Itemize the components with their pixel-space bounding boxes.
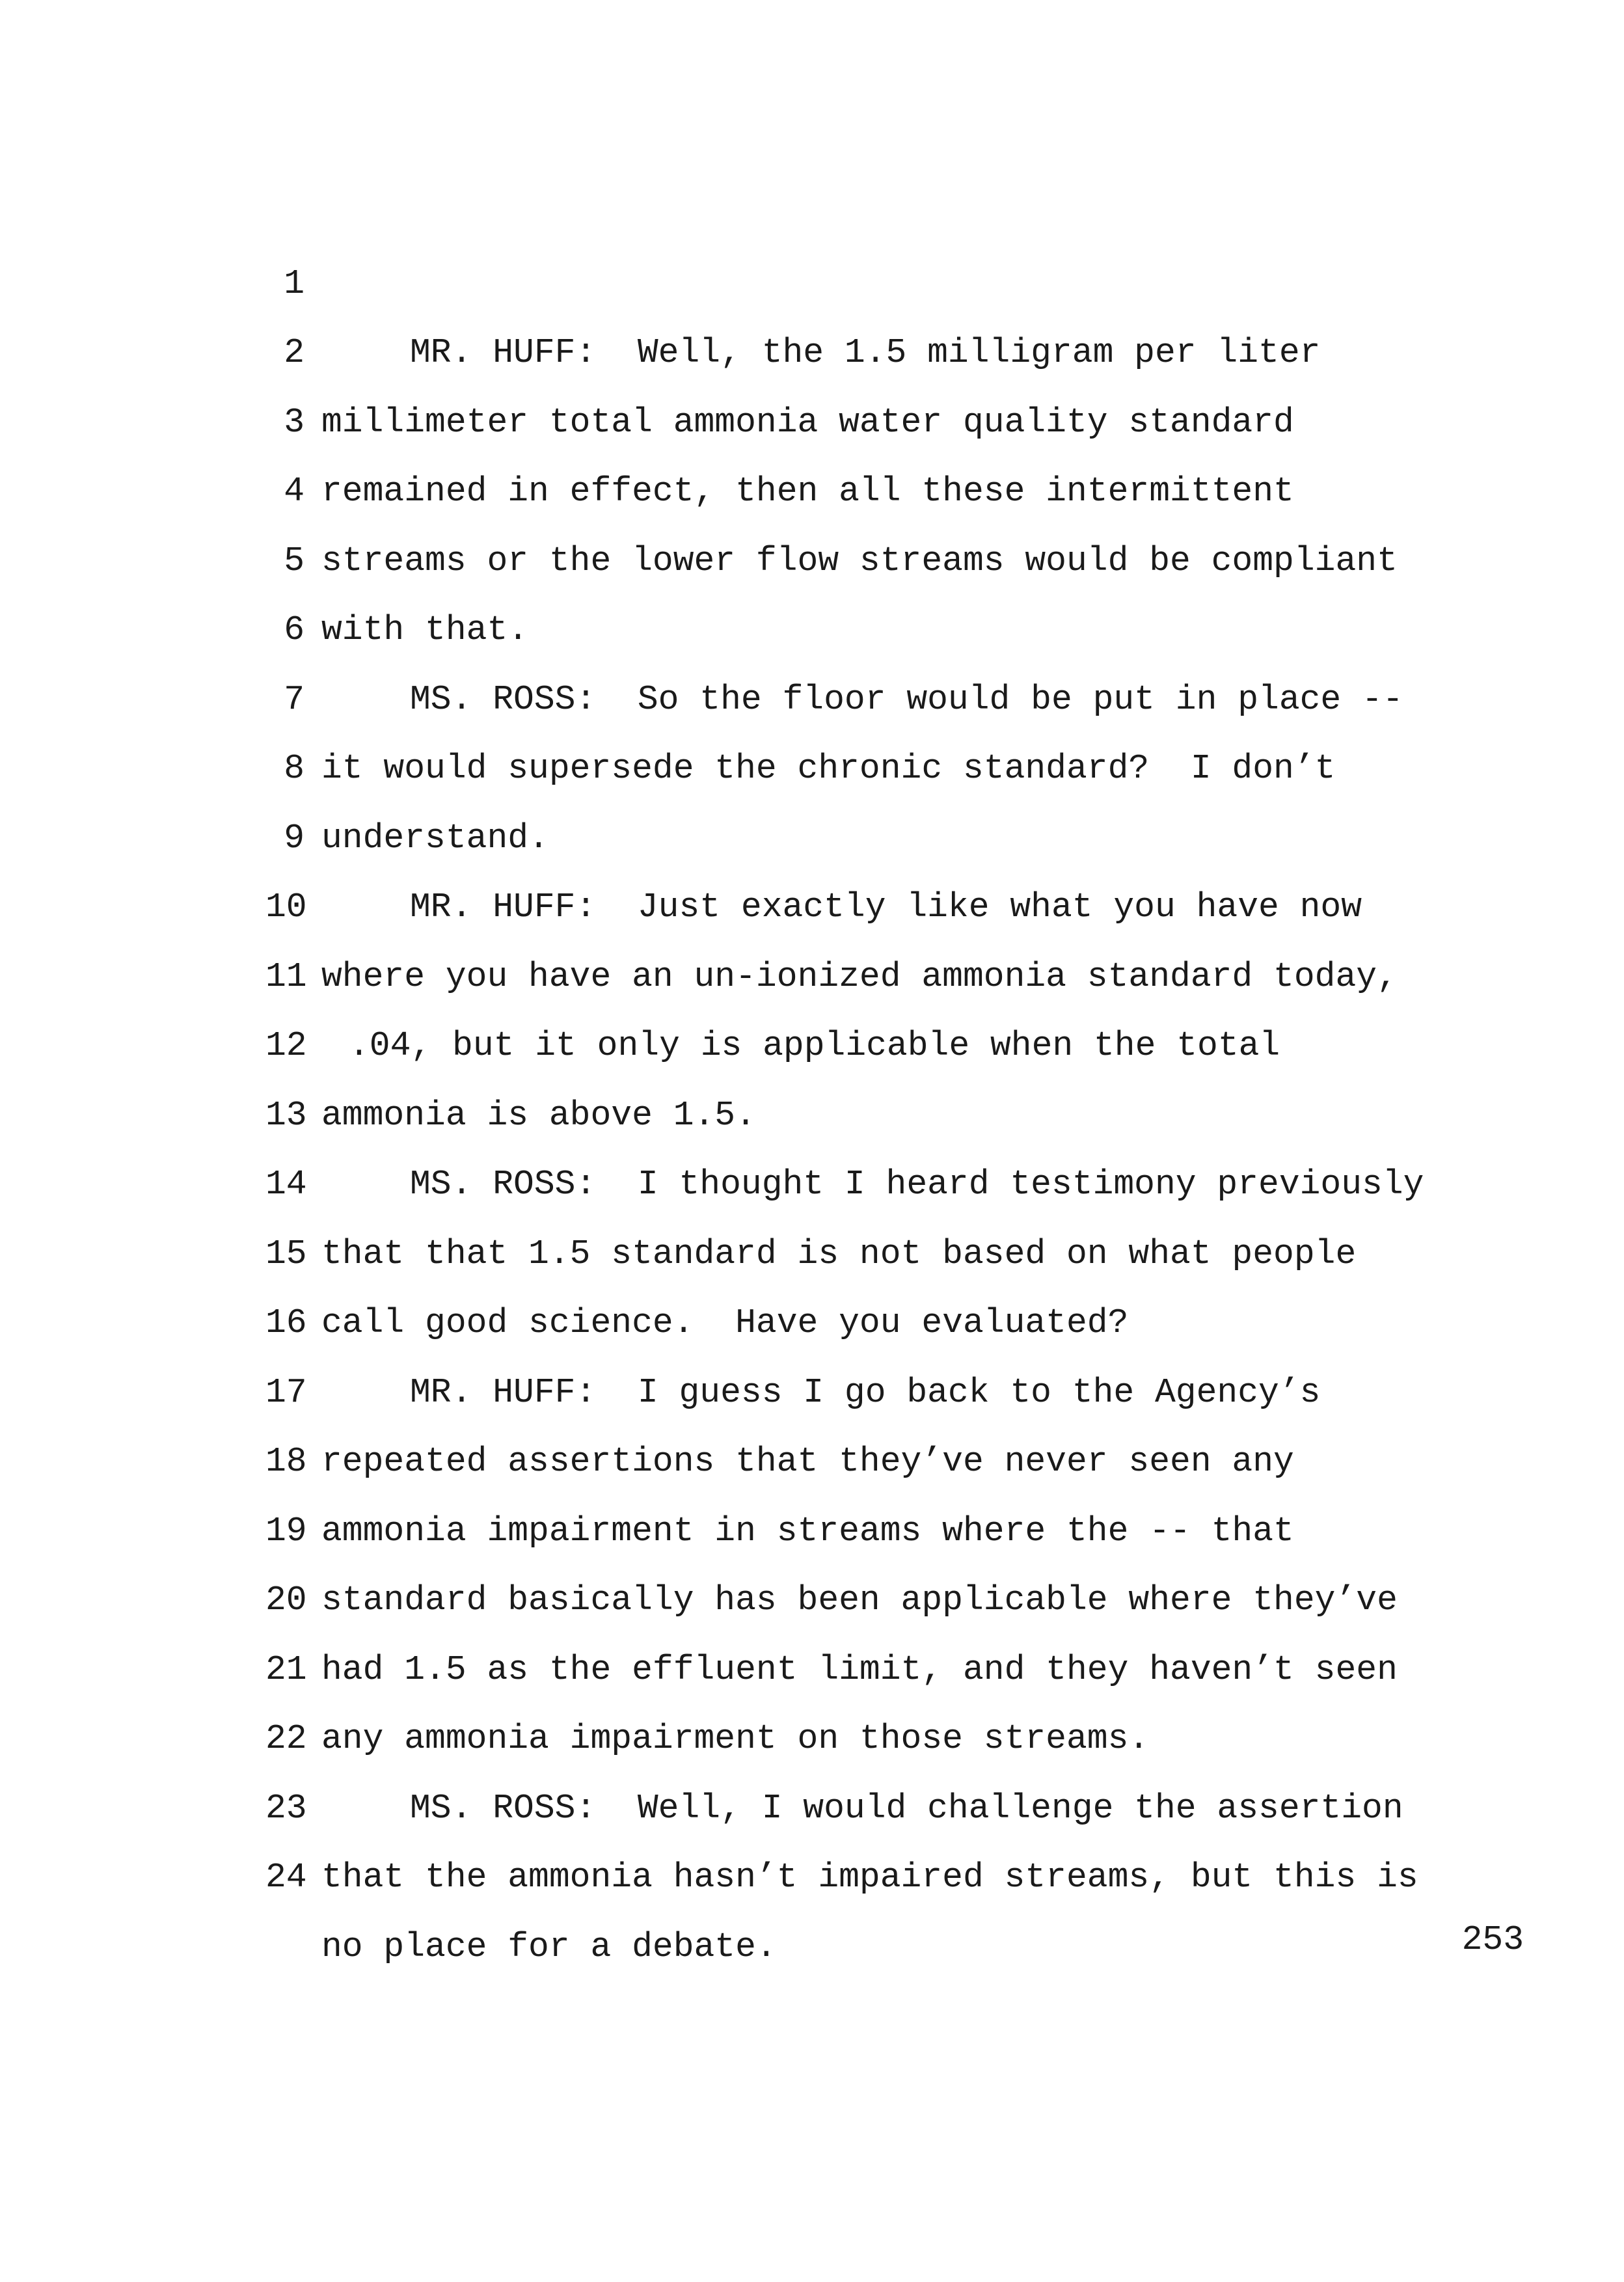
line-text: had 1.5 as the effluent limit, and they haven’t seen (321, 1650, 1398, 1689)
line-text: that the ammonia hasn’t impaired streams, but this is (321, 1858, 1418, 1897)
line-number: 18 (265, 1442, 307, 1481)
line-text: repeated assertions that they’ve never seen any (321, 1442, 1294, 1481)
line-text: MR. HUFF: Just exactly like what you have now (410, 888, 1362, 927)
line-number: 11 (265, 957, 307, 996)
line-number: 1 (284, 264, 304, 303)
transcript-line (265, 180, 1567, 372)
line-number: 7 (284, 679, 304, 719)
line-text: call good science. Have you evaluated? (321, 1303, 1129, 1342)
line-number: 23 (265, 1788, 307, 1828)
line-number: 20 (265, 1581, 307, 1620)
line-text: standard basically has been applicable where they’ve (321, 1581, 1398, 1620)
line-number: 21 (265, 1650, 307, 1689)
line-number: 9 (284, 818, 304, 858)
line-text: that that 1.5 standard is not based on what people (321, 1234, 1357, 1273)
line-number: 16 (265, 1303, 307, 1342)
line-number: 19 (265, 1511, 307, 1551)
line-text: remained in effect, then all these intermittent (321, 472, 1294, 511)
line-text: millimeter total ammonia water quality standard (321, 402, 1294, 442)
line-text: MS. ROSS: So the floor would be put in place -- (410, 679, 1403, 719)
line-number: 13 (265, 1095, 307, 1135)
line-text: with that. (321, 610, 529, 649)
line-text: .04, but it only is applicable when the total (349, 1026, 1280, 1065)
line-number: 2 (284, 333, 304, 372)
line-number: 17 (265, 1372, 307, 1412)
line-number: 3 (284, 402, 304, 442)
line-text: understand. (321, 818, 549, 858)
line-number: 14 (265, 1165, 307, 1204)
line-number: 8 (284, 749, 304, 788)
line-number: 22 (265, 1719, 307, 1758)
page-number: 253 (1461, 1920, 1524, 1959)
line-text: MR. HUFF: Well, the 1.5 milligram per liter (410, 333, 1321, 372)
line-text: MS. ROSS: Well, I would challenge the assertion (410, 1788, 1403, 1828)
line-number: 24 (265, 1858, 307, 1897)
line-text: MR. HUFF: I guess I go back to the Agency’s (410, 1372, 1321, 1412)
line-text: ammonia impairment in streams where the -- that (321, 1511, 1294, 1551)
line-text: no place for a debate. (321, 1927, 777, 1966)
line-number: 4 (284, 472, 304, 511)
line-number: 12 (265, 1026, 307, 1065)
line-text: ammonia is above 1.5. (321, 1095, 756, 1135)
line-text: streams or the lower flow streams would be compliant (321, 541, 1398, 580)
line-number: 6 (284, 610, 304, 649)
line-text: any ammonia impairment on those streams. (321, 1719, 1150, 1758)
line-text: it would supersede the chronic standard? I don’t (321, 749, 1336, 788)
line-number: 5 (284, 541, 304, 580)
line-number: 15 (265, 1234, 307, 1273)
line-text: MS. ROSS: I thought I heard testimony previously (410, 1165, 1424, 1204)
line-number: 10 (265, 888, 307, 927)
line-text: where you have an un-ionized ammonia standard today, (321, 957, 1398, 996)
